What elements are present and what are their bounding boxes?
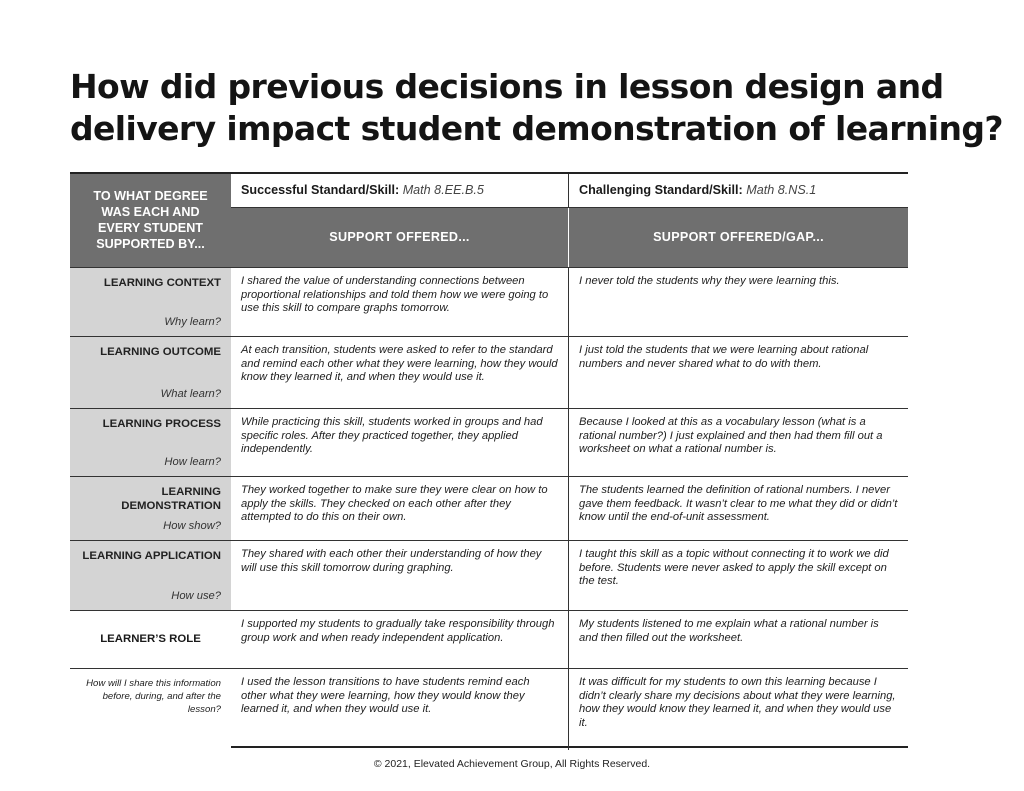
row-title: LEARNING PROCESS — [102, 418, 221, 430]
row-header-learning-context — [70, 267, 231, 337]
challenging-standard — [569, 174, 908, 208]
row-header-learners-role: LEARNER’S ROLE — [70, 611, 231, 669]
gap-cell: I never told the students why they were learning this. — [569, 267, 908, 337]
page-title — [70, 66, 1003, 150]
title-line-1: How did previous decisions in lesson design and — [70, 67, 944, 106]
row-subtitle: How use? — [171, 590, 221, 603]
support-cell: They worked together to make sure they were clear on how to apply the skills. They checked on each other after they attempted to do this on their own. — [231, 477, 569, 541]
row-header-learning-process — [70, 409, 231, 477]
row-title: LEARNING OUTCOME — [100, 346, 221, 358]
row-title: LEARNING CONTEXT — [103, 277, 221, 289]
row-header-learning-application — [70, 541, 231, 611]
support-cell: I supported my students to gradually take responsibility through group work and when ready independent application. — [231, 611, 569, 669]
support-cell: They shared with each other their understanding of how they will use this skill tomorrow during graphing. — [231, 541, 569, 611]
row-subtitle: What learn? — [160, 388, 221, 401]
support-cell: At each transition, students were asked to refer to the standard and remind each other what they were learning, how they would know they learned it, and when they would use it. — [231, 337, 569, 409]
row-header-share-information: How will I share this information before, during, and after the lesson? — [70, 669, 231, 750]
reflection-table — [70, 172, 908, 748]
row-subtitle: How show? — [163, 520, 221, 533]
row-header-learning-outcome — [70, 337, 231, 409]
gap-cell: The students learned the definition of rational numbers. I never gave them feedback. It wasn’t clear to me what they did or didn’t know until the end-of-unit assessment. — [569, 477, 908, 541]
challenging-standard-value: Math 8.NS.1 — [746, 183, 817, 197]
successful-standard-label: Successful Standard/Skill: — [241, 183, 400, 197]
gap-cell: It was difficult for my students to own this learning because I didn’t clearly share my decisions about what they were learning, how they would know they learned it, and when they would use it. — [579, 676, 896, 729]
successful-standard-value: Math 8.EE.B.5 — [402, 183, 484, 197]
support-cell: I shared the value of understanding connections between proportional relationships and told them how we were going to use this skill to compare graphs tomorrow. — [231, 267, 569, 337]
challenging-standard-label: Challenging Standard/Skill: — [579, 183, 743, 197]
support-cell: I used the lesson transitions to have students remind each other what they were learning, how they would know they learned it, and when they would use it. — [231, 669, 569, 750]
support-offered-header: SUPPORT OFFERED... — [231, 208, 569, 267]
row-subtitle: Why learn? — [164, 316, 221, 329]
row-title: LEARNING APPLICATION — [82, 550, 221, 562]
support-cell: While practicing this skill, students worked in groups and had specific roles. After they practiced together, they applied independently. — [231, 409, 569, 477]
gap-cell: I just told the students that we were learning about rational numbers and never shared what to do with them. — [569, 337, 908, 409]
row-header-learning-demonstration — [70, 477, 231, 541]
copyright-footer: © 2021, Elevated Achievement Group, All Rights Reserved. — [373, 758, 651, 770]
row-title: LEARNING DEMONSTRATION — [121, 486, 221, 513]
gap-cell: Because I looked at this as a vocabulary lesson (what is a rational number?) I just explained and then had them fill out a worksheet on what a rational number is. — [569, 409, 908, 477]
corner-header: TO WHAT DEGREE WAS EACH AND EVERY STUDENT SUPPORTED BY... — [70, 174, 231, 267]
gap-cell: My students listened to me explain what a rational number is and then filled out the worksheet. — [569, 611, 908, 669]
gap-cell: I taught this skill as a topic without connecting it to work we did before. Students were never asked to apply the skill except on the test. — [569, 541, 908, 611]
successful-standard — [231, 174, 569, 208]
title-line-2: delivery impact student demonstration of learning? — [70, 109, 1003, 148]
support-gap-header: SUPPORT OFFERED/GAP... — [569, 208, 908, 267]
row-subtitle: How learn? — [164, 456, 221, 469]
